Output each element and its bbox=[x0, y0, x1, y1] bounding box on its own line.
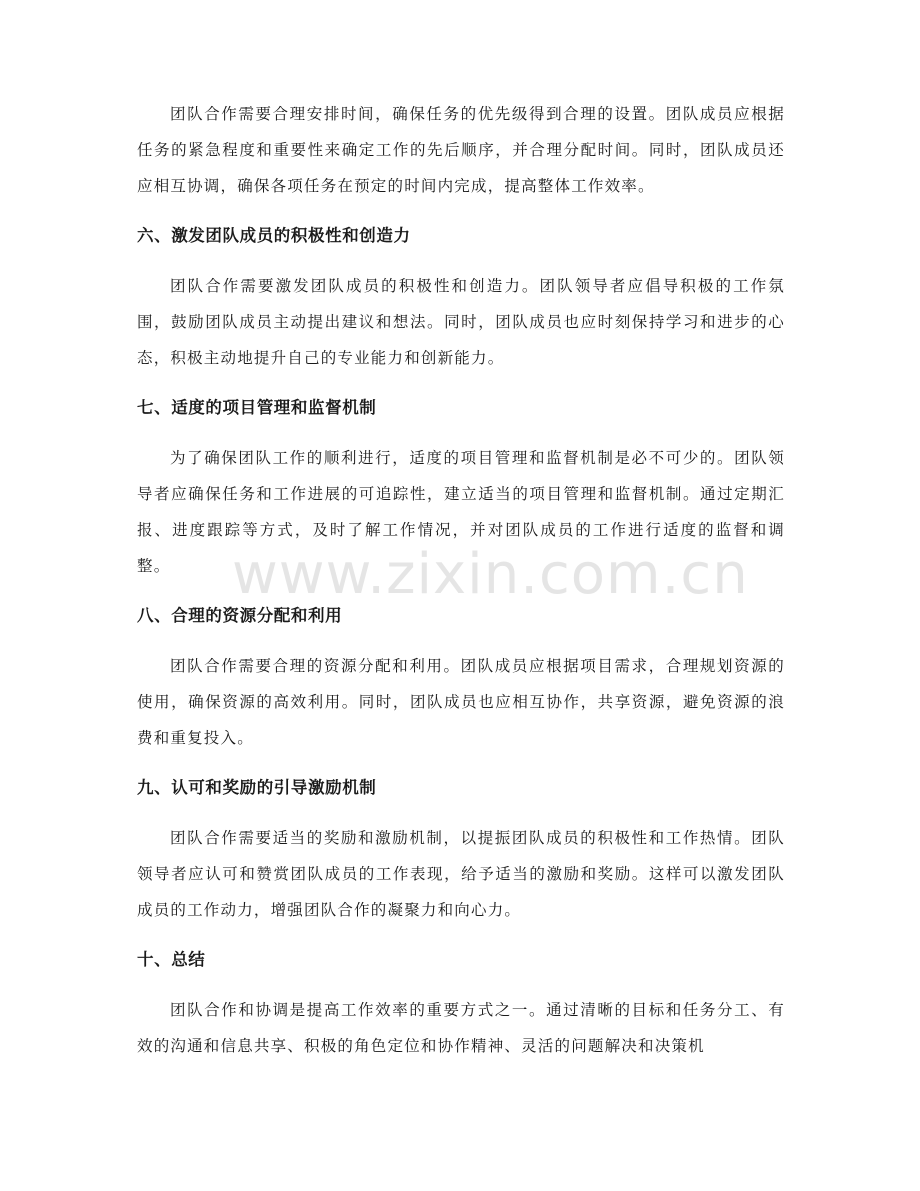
section-body-6: 团队合作需要激发团队成员的积极性和创造力。团队领导者应倡导积极的工作氛围，鼓励团队成员主动提出建议和想法。同时，团队成员也应时刻保持学习和进步的心态，积极主动地提升自己的专业能力和创新能力。 bbox=[137, 277, 785, 367]
section-body-9: 团队合作需要适当的奖励和激励机制，以提振团队成员的积极性和工作热情。团队领导者应认可和赞赏团队成员的工作表现，给予适当的激励和奖励。这样可以激发团队成员的工作动力，增强团队合作的凝聚力和向心力。 bbox=[137, 829, 785, 919]
section-heading-10: 十、总结 bbox=[137, 950, 206, 969]
document-content bbox=[137, 96, 785, 1064]
section-heading-6: 六、激发团队成员的积极性和创造力 bbox=[137, 226, 411, 245]
section-heading-7: 七、适度的项目管理和监督机制 bbox=[137, 398, 377, 417]
watermark-text: www.zixin.com.cn bbox=[232, 542, 749, 607]
section-heading-9: 九、认可和奖励的引导激励机制 bbox=[137, 778, 377, 797]
intro-paragraph: 团队合作需要合理安排时间，确保任务的优先级得到合理的设置。团队成员应根据任务的紧急程度和重要性来确定工作的先后顺序，并合理分配时间。同时，团队成员还应相互协调，确保各项任务在预定的时间内完成，提高整体工作效率。 bbox=[137, 105, 785, 195]
section-body-8: 团队合作需要合理的资源分配和利用。团队成员应根据项目需求，合理规划资源的使用，确保资源的高效利用。同时，团队成员也应相互协作，共享资源，避免资源的浪费和重复投入。 bbox=[137, 657, 785, 747]
section-body-10: 团队合作和协调是提高工作效率的重要方式之一。通过清晰的目标和任务分工、有效的沟通和信息共享、积极的角色定位和协作精神、灵活的问题解决和决策机 bbox=[137, 1001, 785, 1055]
section-heading-8: 八、合理的资源分配和利用 bbox=[137, 606, 343, 625]
section-body-7: 为了确保团队工作的顺利进行，适度的项目管理和监督机制是必不可少的。团队领导者应确保任务和工作进展的可追踪性，建立适当的项目管理和监督机制。通过定期汇报、进度跟踪等方式，及时了解工作情况，并对团队成员的工作进行适度的监督和调整。 bbox=[137, 449, 785, 575]
